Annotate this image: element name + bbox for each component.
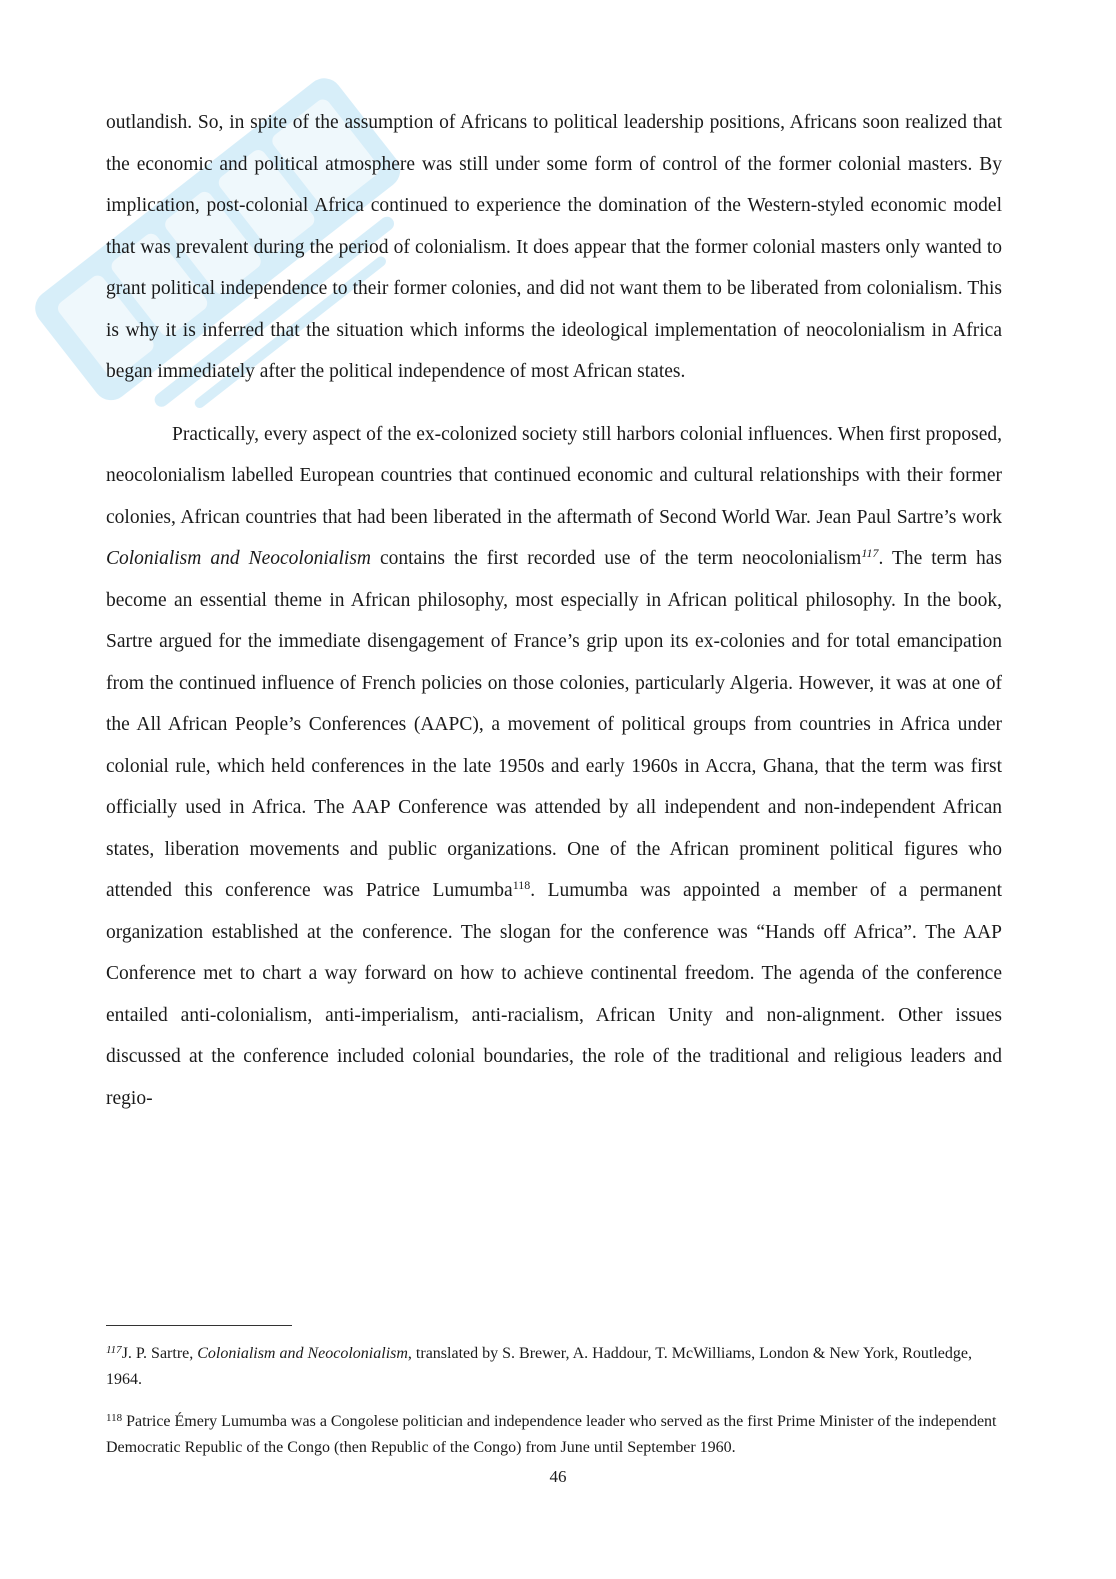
footnote-117 bbox=[106, 1341, 1002, 1393]
footnote-text: J. P. Sartre, bbox=[121, 1345, 198, 1362]
page-body bbox=[106, 102, 1002, 1119]
footnote-ref-118[interactable]: 118 bbox=[512, 878, 531, 892]
footnote-divider bbox=[106, 1325, 292, 1326]
paragraph-2-text-c: . The term has become an essential theme in African philosophy, most especially in African political philosophy. In the book, Sartre argued for the immediate disengagement of France’s grip upon its ex-colonies and for total emancipation from the continued influence of French policies on those colonies, particularly Algeria. However, it was at one of the All African People’s Conferences (AAPC), a movement of political groups from countries in Africa under colonial rule, which held conferences in the late 1950s and early 1960s in Accra, Ghana, that the term was first officially used in Africa. The AAP Conference was attended by all independent and non-independent African states, liberation movements and public organizations. One of the African prominent political figures who attended this conference was Patrice Lumumba bbox=[106, 548, 1002, 901]
footnote-book-title: Colonialism and Neocolonialism bbox=[197, 1345, 408, 1362]
footnotes bbox=[106, 1341, 1002, 1461]
paragraph-2-text-a: Practically, every aspect of the ex-colonized society still harbors colonial influences. When first proposed, neocolonialism labelled European countries that continued economic and cultural relationships with their former colonies, African countries that had been liberated in the aftermath of Second World War. Jean Paul Sartre’s work bbox=[106, 423, 1002, 528]
paragraph-2 bbox=[106, 414, 1002, 1120]
book-title: Colonialism and Neocolonialism bbox=[106, 548, 371, 569]
footnote-118 bbox=[106, 1409, 1002, 1461]
paragraph-2-text-d: . Lumumba was appointed a member of a permanent organization established at the conference. The slogan for the conference was “Hands off Africa”. The AAP Conference met to chart a way forward on how to achieve continental freedom. The agenda of the conference entailed anti-colonialism, anti-imperialism, anti-racialism, African Unity and non-alignment. Other issues discussed at the conference included colonial boundaries, the role of the traditional and religious leaders and regio- bbox=[106, 880, 1002, 1109]
footnote-number: 117 bbox=[106, 1344, 122, 1356]
paragraph-2-text-b: contains the first recorded use of the term neocolonialism bbox=[371, 548, 862, 569]
footnote-text: Patrice Émery Lumumba was a Congolese politician and independence leader who served as the first Prime Minister of the independent Democratic Republic of the Congo (then Republic of the Congo) from June until September 1960. bbox=[106, 1413, 997, 1456]
footnote-text: , translated by S. Brewer, A. Haddour, T. McWilliams, London & New York, Routledge, 1964. bbox=[106, 1345, 972, 1388]
paragraph-1: outlandish. So, in spite of the assumption of Africans to political leadership positions, Africans soon realized that the economic and political atmosphere was still under some form of control of the former colonial masters. By implication, post-colonial Africa continued to experience the domination of the Western-styled economic model that was prevalent during the period of colonialism. It does appear that the former colonial masters only wanted to grant political independence to their former colonies, and did not want them to be liberated from colonialism. This is why it is inferred that the situation which informs the ideological implementation of neocolonialism in Africa began immediately after the political independence of most African states. bbox=[106, 112, 1002, 382]
footnote-number: 118 bbox=[106, 1412, 123, 1424]
page-number: 46 bbox=[549, 1467, 567, 1486]
footnote-ref-117[interactable]: 117 bbox=[861, 546, 879, 560]
